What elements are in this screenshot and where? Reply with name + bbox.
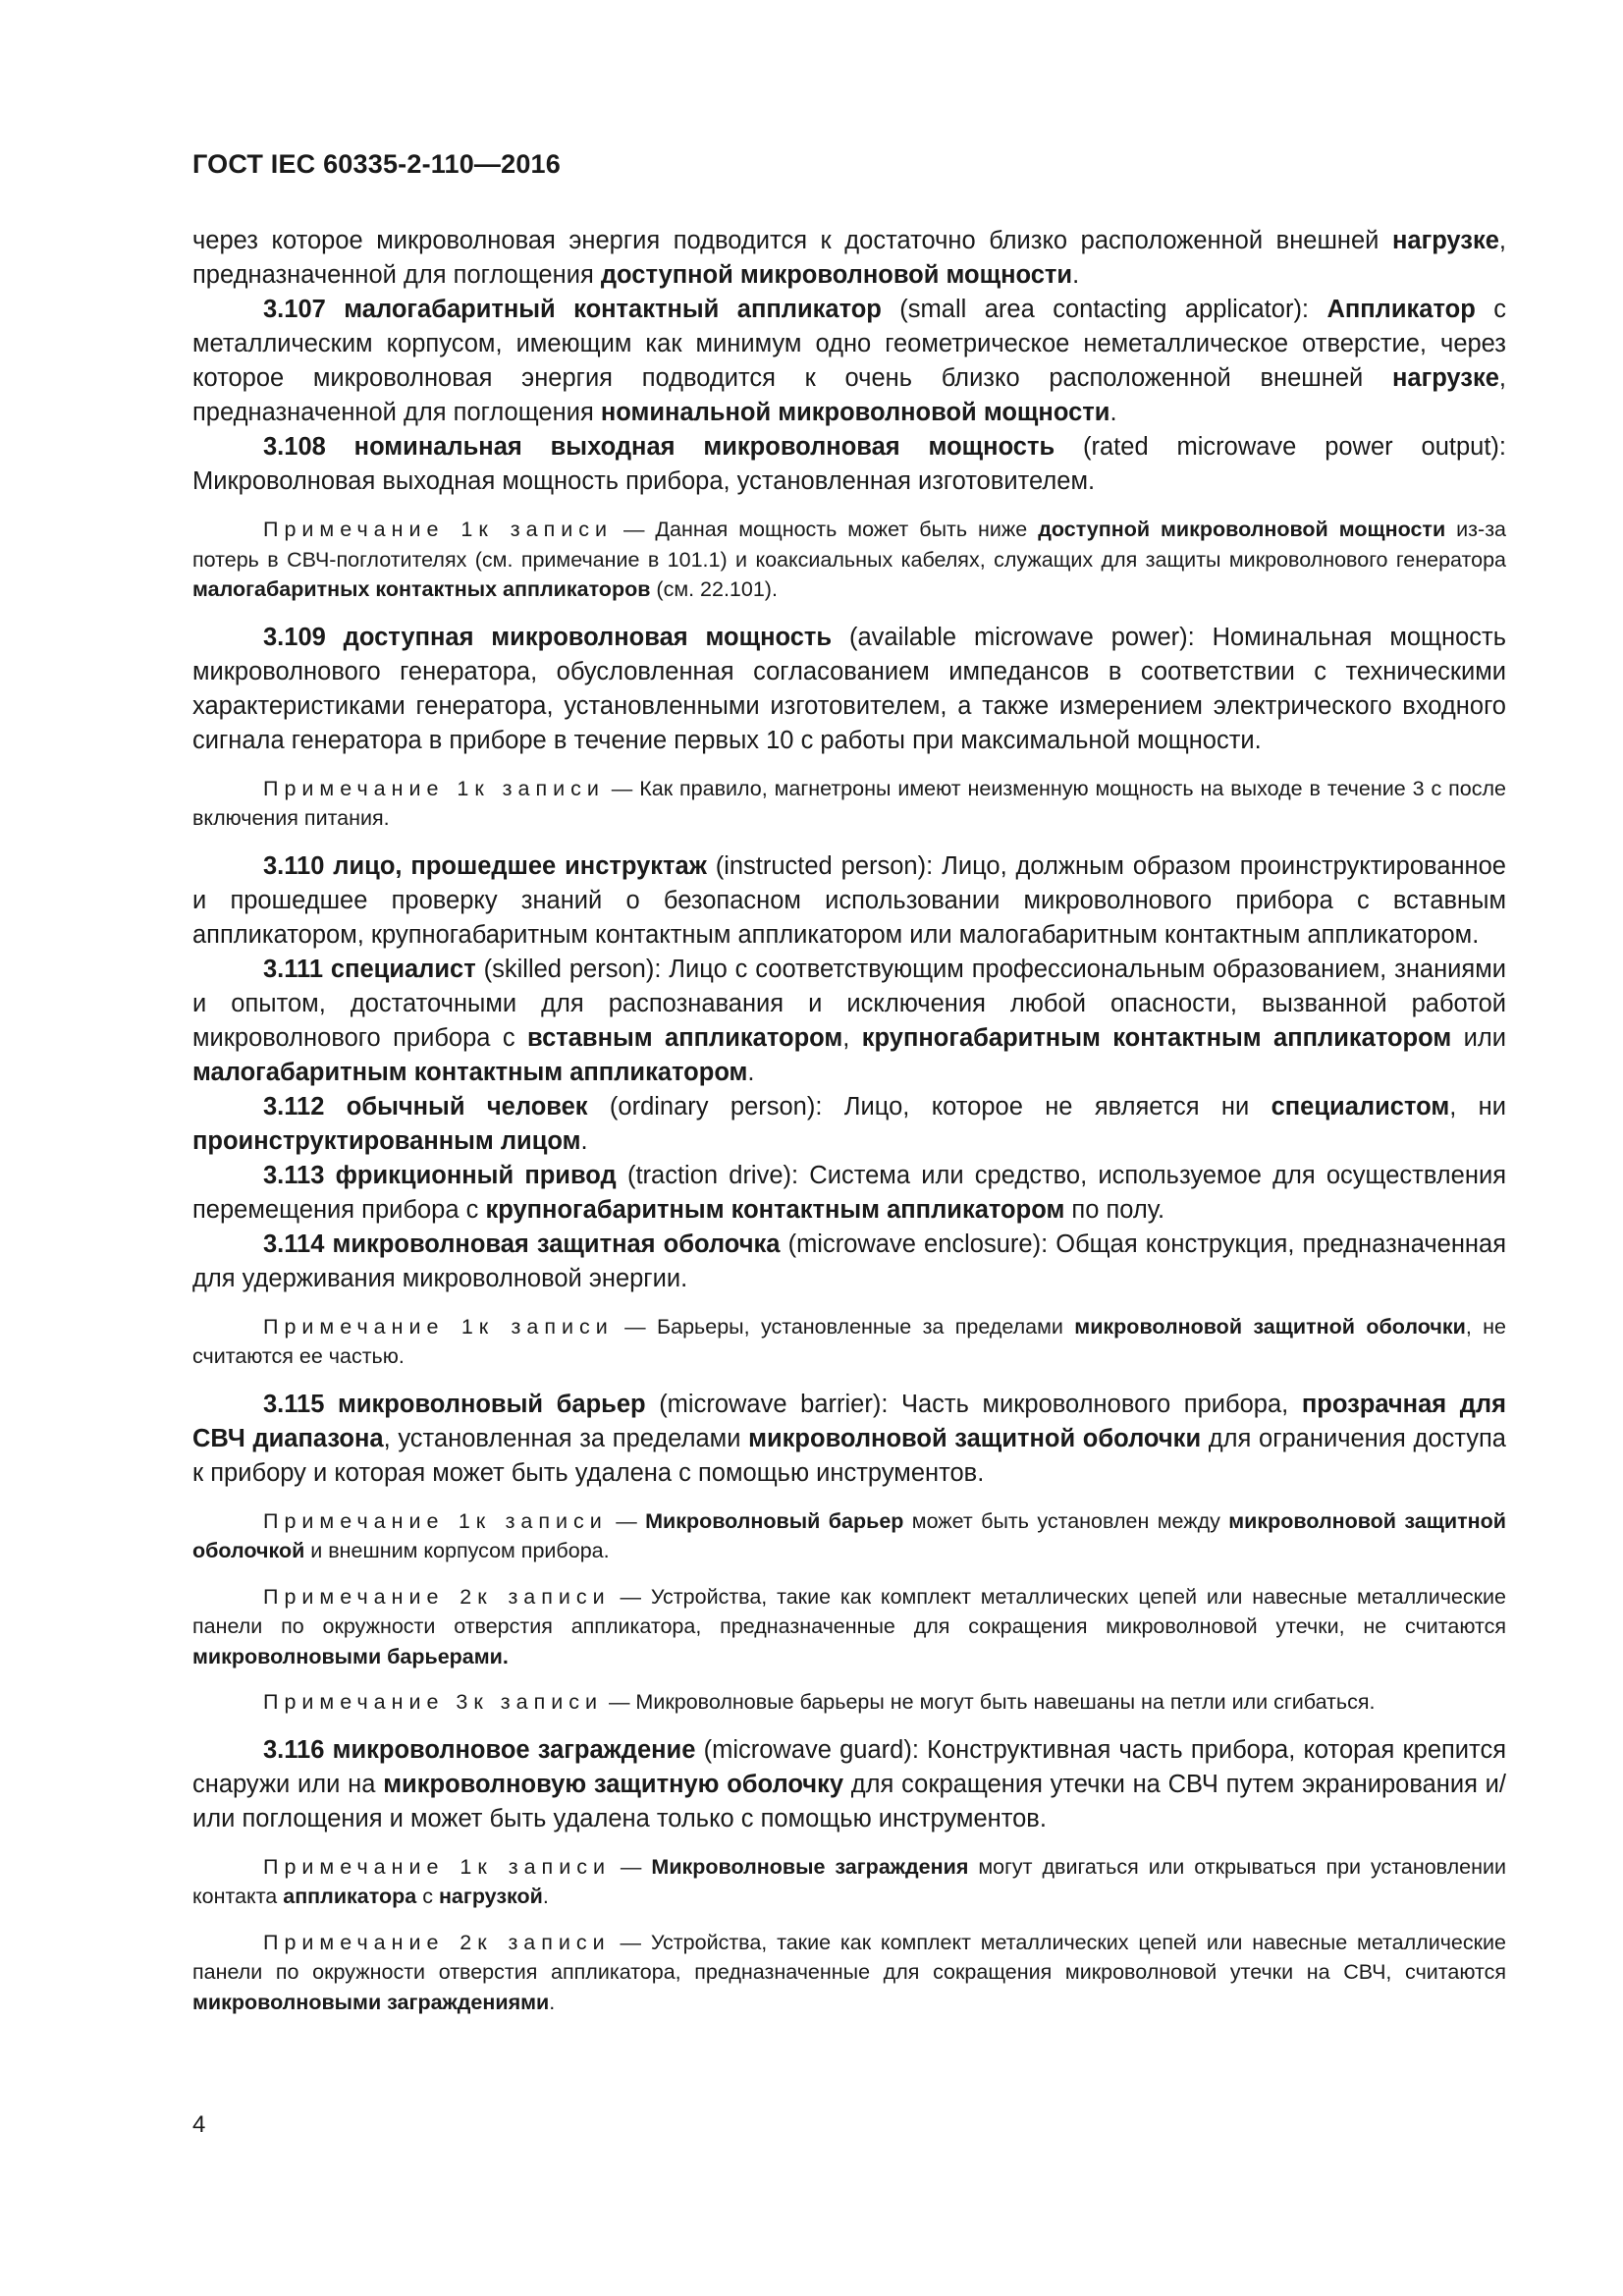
- term-text: специалистом: [1271, 1092, 1450, 1121]
- note-paragraph: [192, 1852, 1506, 1912]
- note-paragraph: [192, 1312, 1506, 1372]
- term-text: 3.112 обычный человек: [263, 1092, 588, 1121]
- body-text: могут двигаться или открываться при установлении контакта: [192, 1854, 1507, 1908]
- note-label: Примечание 2к записи: [263, 1930, 611, 1954]
- term-text: 3.109 доступная микроволновая мощность: [263, 623, 833, 651]
- term-text: Аппликатор: [1326, 296, 1476, 323]
- term-text: нагрузке: [1391, 364, 1499, 392]
- note-paragraph: [192, 1582, 1506, 1672]
- term-text: доступной микроволновой мощности: [600, 261, 1073, 289]
- term-text: 3.110 лицо, прошедшее инструктаж: [263, 851, 707, 880]
- document-body: [192, 224, 1506, 2033]
- body-text: (small area contacting applicator):: [881, 296, 1327, 323]
- term-text: аппликатора: [283, 1885, 417, 1908]
- term-text: 3.108 номинальная выходная микроволновая мощность: [263, 433, 1055, 461]
- note-label: Примечание 3к записи: [263, 1690, 603, 1714]
- body-text: , предназначенной для поглощения: [192, 227, 1506, 289]
- body-text: (см. 22.101).: [650, 577, 778, 601]
- definition-paragraph: [192, 849, 1506, 953]
- body-text: — Микроволновые барьеры не могут быть навешаны на петли или сгибаться.: [602, 1690, 1376, 1714]
- term-text: 3.107 малогабаритный контактный аппликатор: [263, 296, 882, 323]
- body-text: (microwave enclosure): Общая конструкция, предназначенная для удерживания микроволновой энергии.: [192, 1230, 1506, 1292]
- body-text: , установленная за пределами: [383, 1424, 749, 1452]
- body-text: — Как правило, магнетроны имеют неизменную мощность на выходе в течение 3 с после включения питания.: [192, 776, 1506, 830]
- body-text: (microwave barrier): Часть микроволнового прибора,: [645, 1390, 1302, 1418]
- term-text: микроволновой защитной оболочки: [748, 1424, 1202, 1452]
- body-text: .: [542, 1885, 549, 1908]
- body-text: ,: [842, 1023, 862, 1052]
- note-label: Примечание 2к записи: [263, 1584, 611, 1609]
- term-text: Микроволновые заграждения: [651, 1854, 969, 1879]
- definition-paragraph: [192, 621, 1506, 758]
- body-text: с: [416, 1885, 439, 1908]
- body-text: — Данная мощность может быть ниже: [612, 518, 1039, 541]
- term-text: проинструктированным лицом: [192, 1126, 581, 1155]
- body-text: .: [549, 1990, 556, 2014]
- body-text: .: [1072, 261, 1080, 289]
- body-text: .: [747, 1058, 755, 1086]
- note-paragraph: [192, 1687, 1506, 1718]
- document-header: ГОСТ IEC 60335-2-110—2016: [192, 149, 561, 179]
- term-text: 3.111 специалист: [263, 955, 476, 983]
- body-text: —: [607, 1508, 646, 1533]
- body-text: через которое микроволновая энергия подводится к достаточно близко расположенной внешней: [192, 227, 1392, 254]
- term-text: микроволновой защитной оболочки: [1074, 1314, 1466, 1339]
- term-text: микроволновой защитной оболочкой: [192, 1508, 1506, 1562]
- body-text: — Устройства, такие как комплект металлических цепей или навесные металлические панели по окружности отверстия аппликатора, предназначенные для сокращения микроволновой утечки, не считаются: [192, 1584, 1507, 1638]
- note-paragraph: [192, 1506, 1506, 1566]
- definition-paragraph: [192, 1228, 1506, 1296]
- definition-paragraph: [192, 1388, 1506, 1491]
- note-label: Примечание 1к записи: [263, 1314, 614, 1339]
- body-text: — Барьеры, установленные за пределами: [613, 1314, 1075, 1339]
- definition-paragraph: [192, 953, 1506, 1090]
- note-label: Примечание 1к записи: [263, 518, 613, 541]
- body-text: , предназначенной для поглощения: [192, 364, 1506, 426]
- body-text: —: [610, 1854, 652, 1879]
- body-text: , не считаются ее частью.: [192, 1314, 1506, 1368]
- note-paragraph: [192, 774, 1506, 834]
- term-text: нагрузкой: [438, 1885, 543, 1908]
- body-text: .: [1109, 399, 1117, 426]
- term-text: малогабаритным контактным аппликатором: [192, 1058, 748, 1086]
- body-text: (ordinary person): Лицо, которое не является ни: [587, 1092, 1271, 1121]
- term-text: микроволновыми барьерами.: [192, 1644, 509, 1668]
- term-text: прозрачная для СВЧ диапазона: [192, 1390, 1507, 1452]
- definition-paragraph: [192, 293, 1506, 430]
- page-number: 4: [192, 2111, 206, 2138]
- term-text: нагрузке: [1391, 227, 1499, 254]
- body-text: по полу.: [1064, 1195, 1165, 1224]
- body-text: .: [580, 1126, 588, 1155]
- body-text: для ограничения доступа к прибору и которая может быть удалена с помощью инструментов.: [192, 1424, 1506, 1487]
- note-paragraph: [192, 515, 1506, 605]
- note-label: Примечание 1к записи: [263, 1854, 611, 1879]
- definition-paragraph: [192, 1733, 1506, 1836]
- term-text: 3.116 микроволновое заграждение: [263, 1735, 696, 1764]
- term-text: крупногабаритным контактным аппликатором: [861, 1023, 1452, 1052]
- definition-paragraph: [192, 430, 1506, 499]
- term-text: 3.113 фрикционный привод: [263, 1161, 617, 1189]
- body-text: , ни: [1449, 1092, 1506, 1121]
- term-text: крупногабаритным контактным аппликатором: [485, 1195, 1065, 1224]
- term-text: микроволновую защитную оболочку: [383, 1770, 844, 1798]
- body-text: (traction drive): Система или средство, используемое для осуществления перемещения прибора с: [192, 1161, 1507, 1224]
- definition-paragraph: [192, 224, 1506, 293]
- body-text: (rated microwave power output): Микроволновая выходная мощность прибора, установленная изготовителем.: [192, 433, 1506, 495]
- body-text: из-за потерь в СВЧ-поглотителях (см. примечание в 101.1) и коаксиальных кабелях, служащих для защиты микроволнового генератора: [192, 518, 1507, 572]
- note-label: Примечание 1к записи: [263, 1508, 608, 1533]
- definition-paragraph: [192, 1159, 1506, 1228]
- definition-paragraph: [192, 1090, 1506, 1159]
- term-text: 3.114 микроволновая защитная оболочка: [263, 1230, 781, 1258]
- term-text: 3.115 микроволновый барьер: [263, 1390, 646, 1418]
- body-text: и внешним корпусом прибора.: [304, 1539, 610, 1562]
- note-paragraph: [192, 1928, 1506, 2018]
- term-text: доступной микроволновой мощности: [1038, 518, 1446, 541]
- body-text: — Устройства, такие как комплект металлических цепей или навесные металлические панели по окружности отверстия аппликатора, предназначенные для сокращения микроволновой утечки на СВЧ, считаются: [192, 1930, 1507, 1984]
- body-text: (microwave guard): Конструктивная часть прибора, которая крепится снаружи или на: [192, 1735, 1507, 1798]
- body-text: или: [1451, 1023, 1507, 1052]
- body-text: для сокращения утечки на СВЧ путем экранирования и/или поглощения и может быть удалена только с помощью инструментов.: [192, 1770, 1506, 1832]
- term-text: вставным аппликатором: [527, 1023, 843, 1052]
- term-text: Микроволновый барьер: [645, 1508, 904, 1533]
- body-text: может быть установлен между: [903, 1508, 1229, 1533]
- term-text: малогабаритных контактных аппликаторов: [192, 577, 651, 601]
- note-label: Примечание 1к записи: [263, 776, 605, 800]
- term-text: номинальной микроволновой мощности: [600, 399, 1110, 426]
- term-text: микроволновыми заграждениями: [192, 1990, 550, 2014]
- body-text: (skilled person): Лицо с соответствующим профессиональным образованием, знаниями и опытом, достаточными для распознавания и исключения любой опасности, вызванной работой микроволнового прибора с: [192, 955, 1506, 1052]
- body-text: (available microwave power): Номинальная мощность микроволнового генератора, обусловленная согласованием импедансов в соответствии с техническими характеристиками генератора, установленными изготовителем, а также измерением электрического входного сигнала генератора в приборе в течение первых 10 с работы при максимальной мощности.: [192, 623, 1506, 754]
- body-text: с металлическим корпусом, имеющим как минимум одно геометрическое неметаллическое отверстие, через которое микроволновая энергия подводится к очень близко расположенной внешней: [192, 296, 1506, 392]
- body-text: (instructed person): Лицо, должным образом проинструктированное и прошедшее проверку знаний о безопасном использовании микроволнового прибора с вставным аппликатором, крупногабаритным контактным аппликатором или малогабаритным контактным аппликатором.: [192, 851, 1506, 949]
